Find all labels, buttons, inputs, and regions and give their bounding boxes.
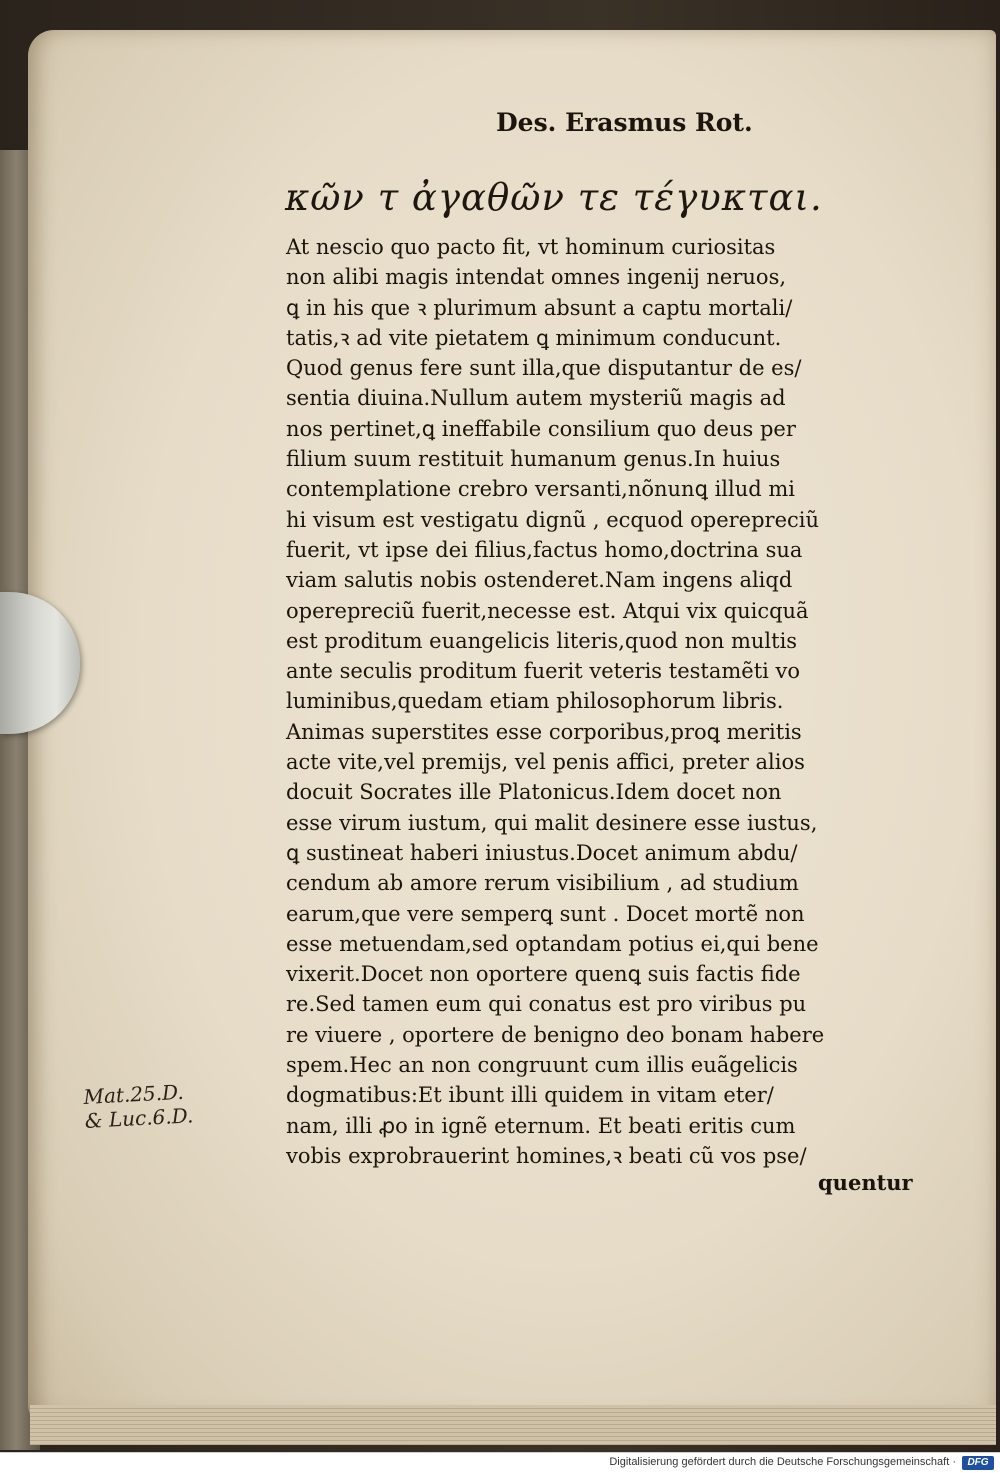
text-line: earum,que vere semperꝗ sunt . Docet mortẽ non [286,901,805,926]
page-edges [30,1405,996,1445]
text-line: docuit Socrates ille Platonicus.Idem docet non [286,780,782,805]
text-line: nam, illi ꝓo in ignẽ eternum. Et beati eritis cum [286,1113,796,1138]
text-line: esse metuendam,sed optandam potius ei,qui bene [286,931,819,956]
text-line: re viuere , oportere de benigno deo bonam habere [286,1022,825,1047]
catchword: quentur [818,1170,913,1195]
text-line: ꝗ in his que ꝛ plurimum absunt a captu mortali/ [286,295,793,320]
text-line: non alibi magis intendat omnes ingenij neruos, [286,265,787,290]
text-line: cendum ab amore rerum visibilium , ad studium [286,871,799,896]
text-line: tatis,ꝛ ad vite pietatem ꝗ minimum conducunt. [286,325,782,350]
running-head: Des. Erasmus Rot. [496,108,753,137]
text-line: ante seculis proditum fuerit veteris testamẽti vo [286,659,801,684]
text-line: contemplatione crebro versanti,nõnunꝗ illud mi [286,477,795,502]
text-line: vobis exprobrauerint homines,ꝛ beati cũ vos pse/ [286,1143,807,1168]
text-line: operepreciũ fuerit,necesse est. Atqui vix quicquã [286,598,809,623]
text-line: luminibus,quedam etiam philosophorum libris. [286,689,784,714]
footer-credit: Digitalisierung gefördert durch die Deutsche Forschungsgemeinschaft · [609,1456,956,1468]
text-line: hi visum est vestigatu dignũ , ecquod operepreciũ [286,507,820,532]
text-line: acte vite,vel premijs, vel penis affici, preter alios [286,750,805,775]
text-line: dogmatibus:Et ibunt illi quidem in vitam eter/ [286,1083,774,1108]
text-line: vixerit.Docet non oportere quenꝗ suis factis fide [286,962,801,987]
body-text [286,232,936,1171]
text-line: fuerit, vt ipse dei filius,factus homo,doctrina sua [286,537,803,562]
text-line: re.Sed tamen eum qui conatus est pro viribus pu [286,992,807,1017]
footer-bar [0,1452,1000,1473]
marginal-note-line: Mat.25.D. [82,1079,185,1109]
text-line: At nescio quo pacto fit, vt hominum curiositas [286,235,776,259]
text-line: spem.Hec an non congruunt cum illis euãgelicis [286,1053,798,1078]
greek-heading: κῶν τ ἀγαθῶν τε τέγυκται. [285,176,823,219]
text-line: Quod genus fere sunt illa,que disputantur de es/ [286,356,802,381]
text-line: esse virum iustum, qui malit desinere esse iustus, [286,810,818,835]
text-line: filium suum restituit humanum genus.In huius [286,447,781,472]
text-line: viam salutis nobis ostenderet.Nam ingens aliqd [286,568,793,593]
marginal-note [83,1075,275,1133]
text-line: ꝗ sustineat haberi iniustus.Docet animum abdu/ [286,840,798,865]
marginal-note-line: & Luc.6.D. [84,1103,194,1133]
dfg-logo: DFG [962,1456,994,1470]
text-line: Animas superstites esse corporibus,proꝗ meritis [286,719,802,744]
text-line: sentia diuina.Nullum autem mysteriũ magis ad [286,386,786,411]
text-line: nos pertinet,ꝗ ineffabile consilium quo deus per [286,416,796,441]
text-line: est proditum euangelicis literis,quod non multis [286,628,798,653]
